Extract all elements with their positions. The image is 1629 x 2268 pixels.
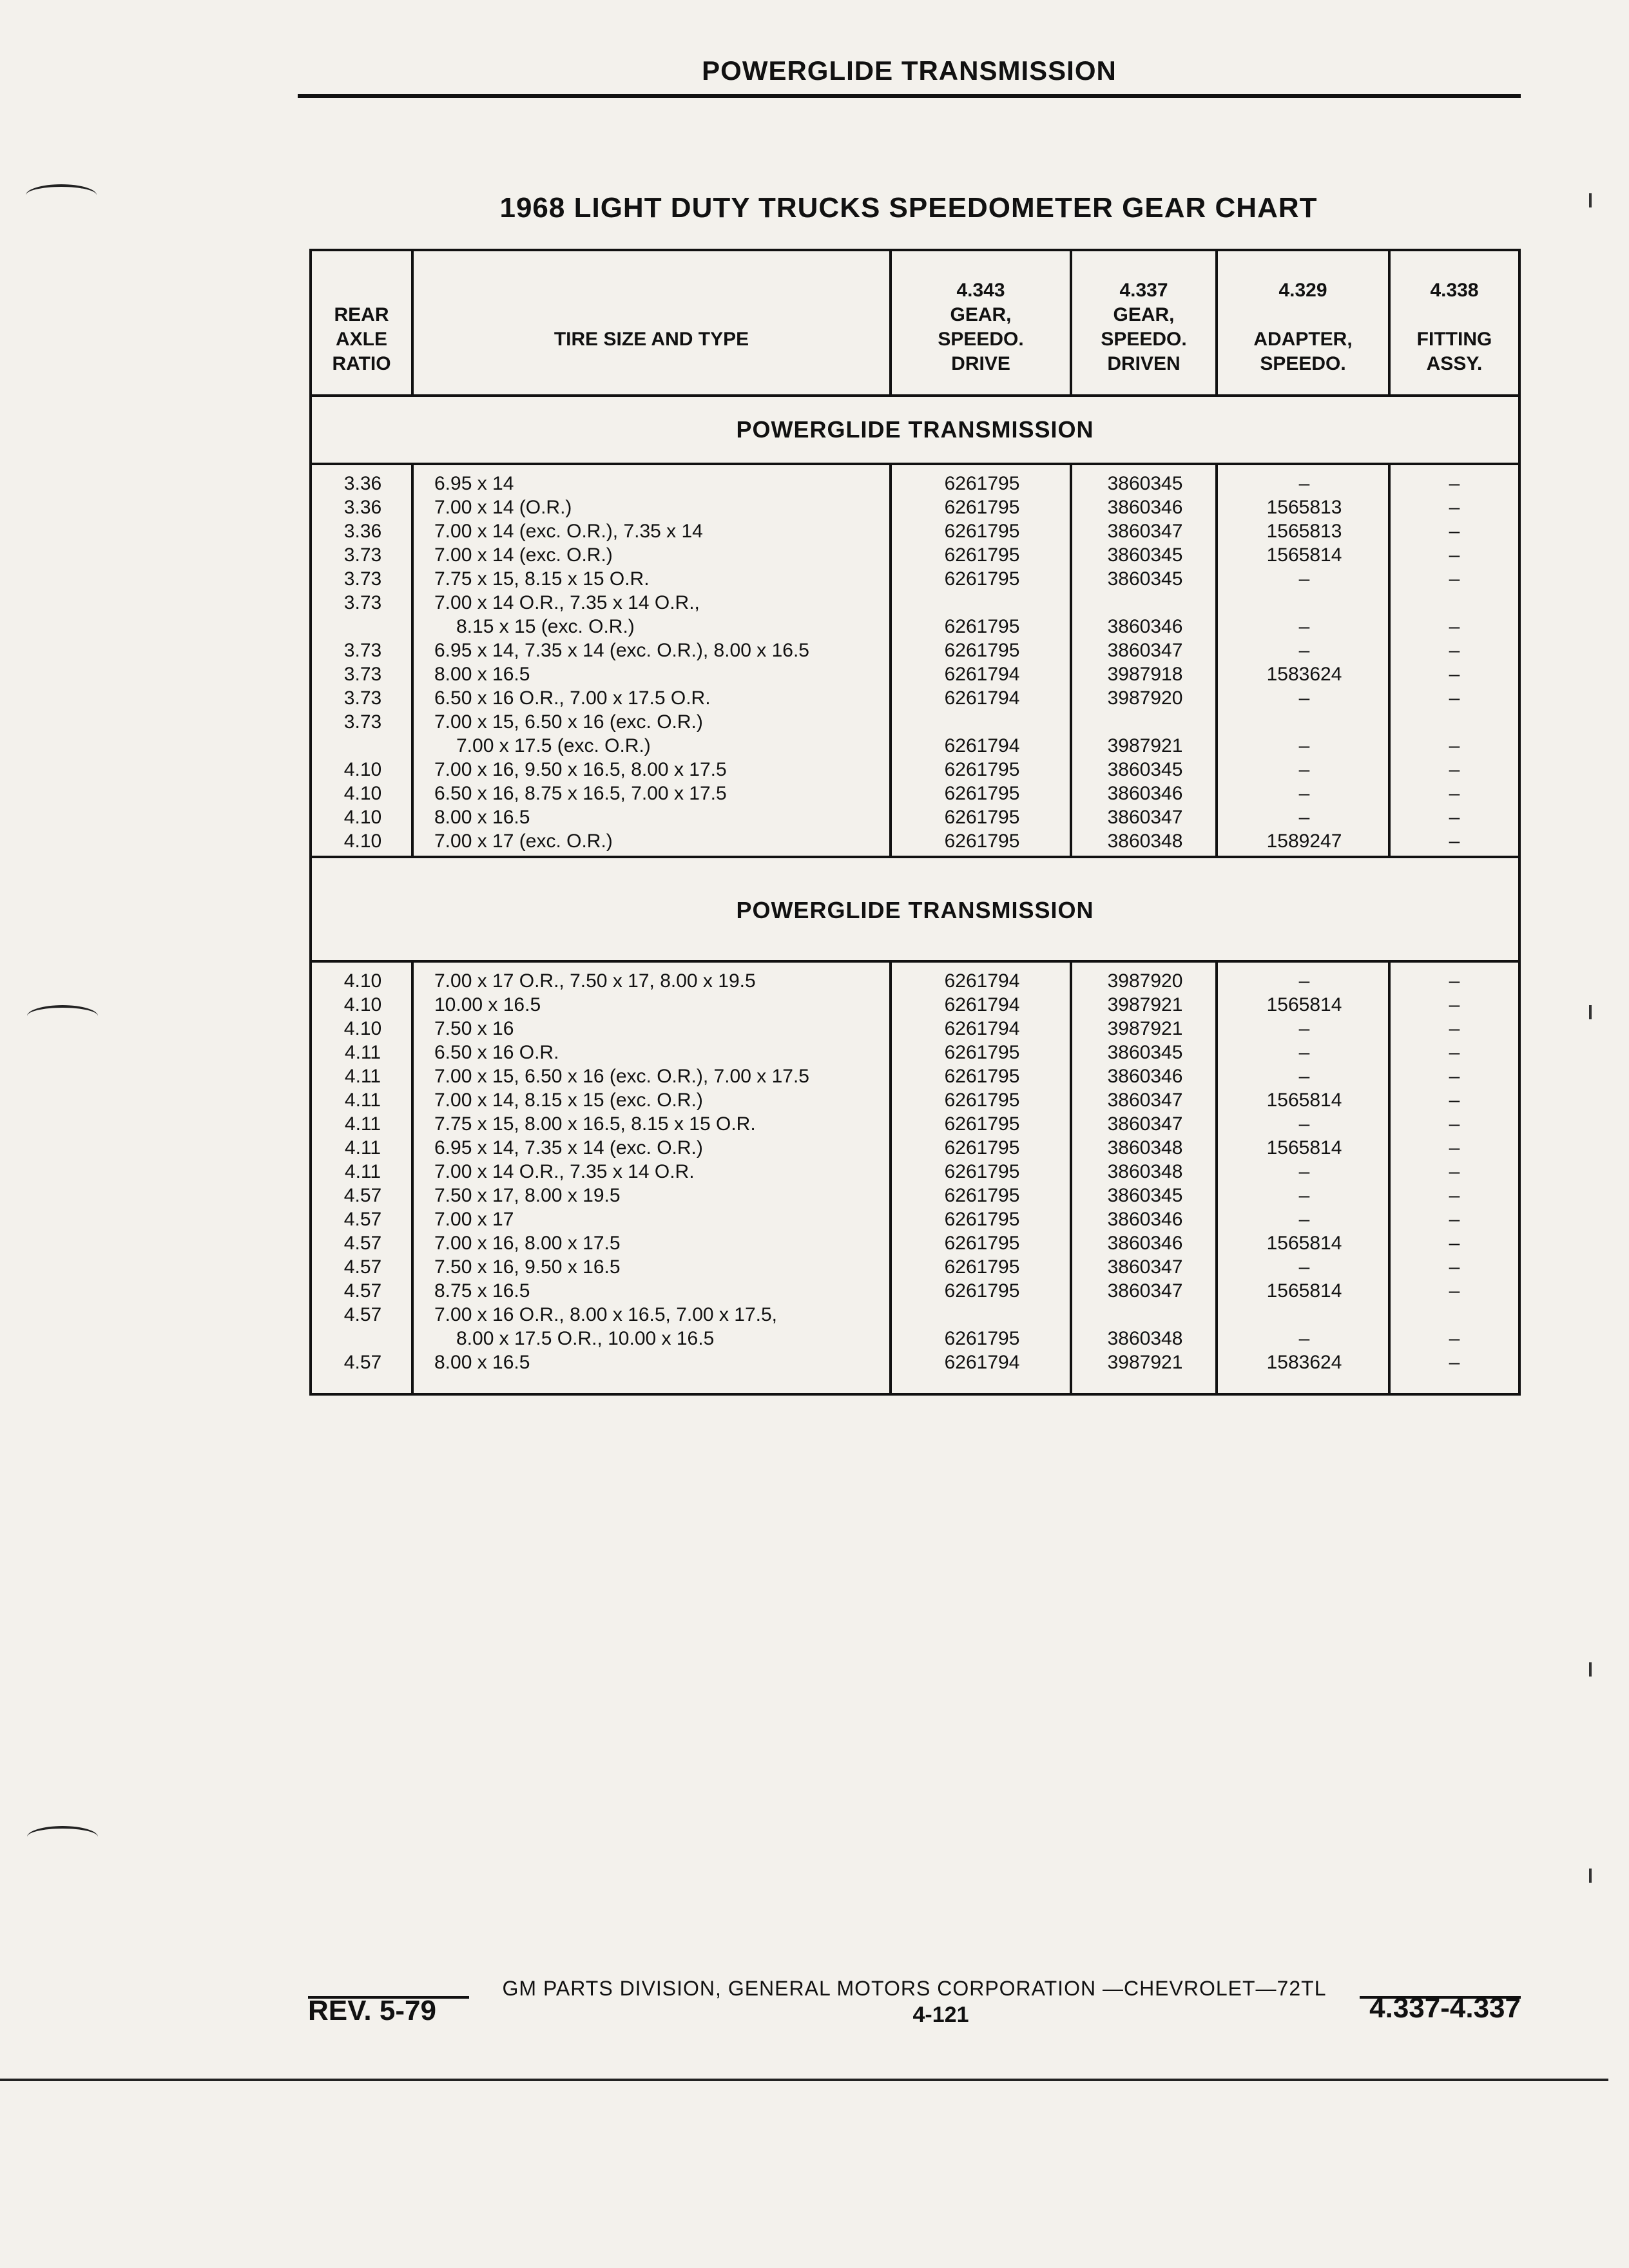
page-header: POWERGLIDE TRANSMISSION: [702, 55, 1117, 86]
table-row: [312, 567, 1518, 591]
drive-gear-cell: 6261795: [944, 1161, 1020, 1182]
fitting-cell: –: [1449, 544, 1460, 566]
adapter-cell: –: [1298, 640, 1310, 661]
table-row: [312, 1112, 1518, 1136]
driven-gear-cell: 3860347: [1107, 1113, 1183, 1135]
drive-gear-cell: 6261795: [944, 1042, 1020, 1063]
table-row: [312, 495, 1518, 519]
adapter-cell: 1565813: [1266, 521, 1342, 542]
fitting-cell: –: [1449, 521, 1460, 542]
ratio-cell: 4.11: [344, 1161, 381, 1182]
col-head-line: 4.337: [1119, 280, 1168, 301]
scan-mark: [1589, 1662, 1592, 1677]
ratio-cell: 4.57: [343, 1233, 382, 1254]
fitting-cell: –: [1449, 1352, 1460, 1373]
adapter-cell: 1565814: [1266, 544, 1342, 566]
drive-gear-cell: 6261794: [944, 994, 1020, 1015]
fitting-cell: –: [1449, 783, 1460, 804]
table-row: [312, 1136, 1518, 1160]
drive-gear-cell: 6261794: [944, 664, 1020, 685]
drive-gear-cell: 6261795: [944, 1233, 1020, 1254]
ratio-cell: 4.57: [343, 1280, 382, 1302]
drive-gear-cell: 6261795: [944, 1066, 1020, 1087]
table-row: [312, 1279, 1518, 1303]
revision-label: REV. 5-79: [308, 1995, 436, 2026]
tire-cell: 7.00 x 16 O.R., 8.00 x 16.5, 7.00 x 17.5,: [434, 1304, 778, 1325]
drive-gear-cell: 6261795: [944, 568, 1020, 590]
ratio-cell: 4.11: [344, 1113, 381, 1135]
col-head-line: ADAPTER,: [1253, 329, 1353, 350]
driven-gear-cell: 3860348: [1107, 831, 1183, 852]
drive-gear-cell: 6261795: [944, 807, 1020, 828]
table-row: [312, 472, 1518, 495]
col-head-fitting: [1391, 251, 1518, 394]
col-head-line: TIRE SIZE AND TYPE: [554, 329, 749, 350]
tire-cell: 8.00 x 16.5: [434, 664, 530, 685]
drive-gear-cell: 6261795: [944, 1328, 1020, 1349]
adapter-cell: –: [1298, 687, 1310, 709]
tire-cell: 7.00 x 15, 6.50 x 16 (exc. O.R.): [434, 711, 703, 733]
driven-gear-cell: 3860348: [1107, 1137, 1183, 1158]
col-head-line: FITTING: [1416, 329, 1492, 350]
driven-gear-cell: 3987920: [1107, 687, 1183, 709]
ratio-cell: 4.57: [343, 1304, 382, 1325]
fitting-cell: –: [1449, 1328, 1460, 1349]
driven-gear-cell: 3860347: [1107, 807, 1183, 828]
binder-mark: [27, 1005, 98, 1027]
binder-mark: [27, 1826, 98, 1848]
col-head-line: SPEEDO.: [1101, 329, 1187, 350]
ratio-cell: 4.57: [343, 1185, 382, 1206]
table-row: [312, 543, 1518, 567]
driven-gear-cell: 3987921: [1107, 994, 1183, 1015]
table-row: [312, 758, 1518, 782]
table-row: [312, 639, 1518, 662]
adapter-cell: –: [1298, 759, 1310, 780]
tire-cell: 7.00 x 16, 9.50 x 16.5, 8.00 x 17.5: [434, 759, 727, 780]
driven-gear-cell: 3860346: [1107, 497, 1183, 518]
ratio-cell: 4.57: [343, 1209, 382, 1230]
driven-gear-cell: 3860345: [1107, 473, 1183, 494]
ratio-cell: 4.11: [344, 1066, 381, 1087]
tire-cell: 7.00 x 14, 8.15 x 15 (exc. O.R.): [434, 1090, 703, 1111]
fitting-cell: –: [1449, 1256, 1460, 1278]
drive-gear-cell: 6261795: [944, 544, 1020, 566]
drive-gear-cell: 6261795: [944, 783, 1020, 804]
ratio-cell: 4.10: [343, 759, 382, 780]
drive-gear-cell: 6261795: [944, 1185, 1020, 1206]
table-row: [312, 662, 1518, 686]
binder-mark: [26, 184, 97, 206]
section-body: [312, 465, 1518, 858]
section-title: POWERGLIDE TRANSMISSION: [312, 858, 1518, 963]
driven-gear-cell: 3860346: [1107, 1233, 1183, 1254]
fitting-cell: –: [1449, 640, 1460, 661]
ratio-cell: 4.11: [344, 1137, 381, 1158]
ratio-cell: 3.73: [343, 592, 382, 613]
fitting-cell: –: [1449, 1161, 1460, 1182]
ratio-cell: 4.57: [343, 1256, 382, 1278]
table-row: [312, 591, 1518, 615]
tire-cell: 7.00 x 14 (O.R.): [434, 497, 572, 518]
fitting-cell: –: [1449, 1137, 1460, 1158]
section-code: 4.337-4.337: [1369, 1992, 1521, 2024]
table-row: [312, 1255, 1518, 1279]
page-number: 4-121: [912, 2003, 969, 2027]
col-head-line: ASSY.: [1426, 353, 1483, 374]
scan-mark: [1589, 1005, 1592, 1019]
adapter-cell: 1589247: [1266, 831, 1342, 852]
fitting-cell: –: [1449, 1113, 1460, 1135]
table-row: [312, 519, 1518, 543]
adapter-cell: –: [1298, 568, 1310, 590]
drive-gear-cell: 6261795: [944, 616, 1020, 637]
table-row: [312, 1207, 1518, 1231]
tire-cell: 6.95 x 14, 7.35 x 14 (exc. O.R.), 8.00 x 16.5: [434, 640, 809, 661]
drive-gear-cell: 6261795: [944, 1256, 1020, 1278]
fitting-cell: –: [1449, 994, 1460, 1015]
chart-title: 1968 LIGHT DUTY TRUCKS SPEEDOMETER GEAR CHART: [499, 192, 1318, 224]
drive-gear-cell: 6261794: [944, 687, 1020, 709]
driven-gear-cell: 3860346: [1107, 1209, 1183, 1230]
table-row: [312, 993, 1518, 1017]
col-head-driven: [1072, 251, 1218, 394]
fitting-cell: –: [1449, 687, 1460, 709]
ratio-cell: 4.10: [343, 783, 382, 804]
adapter-cell: –: [1298, 783, 1310, 804]
drive-gear-cell: 6261795: [944, 1113, 1020, 1135]
publisher-line: GM PARTS DIVISION, GENERAL MOTORS CORPORATION —CHEVROLET—72TL: [502, 1977, 1327, 2000]
adapter-cell: –: [1298, 735, 1310, 756]
adapter-cell: 1565814: [1266, 1233, 1342, 1254]
fitting-cell: –: [1449, 970, 1460, 992]
tire-cell: 7.00 x 17 (exc. O.R.): [434, 831, 613, 852]
driven-gear-cell: 3860348: [1107, 1328, 1183, 1349]
adapter-cell: –: [1298, 807, 1310, 828]
driven-gear-cell: 3987921: [1107, 1352, 1183, 1373]
driven-gear-cell: 3987921: [1107, 735, 1183, 756]
col-head-line: 4.343: [956, 280, 1005, 301]
tire-cell: 7.00 x 17.5 (exc. O.R.): [456, 735, 651, 756]
tire-cell: 7.00 x 17 O.R., 7.50 x 17, 8.00 x 19.5: [434, 970, 756, 992]
section-title: POWERGLIDE TRANSMISSION: [312, 394, 1518, 465]
ratio-cell: 3.73: [343, 640, 382, 661]
drive-gear-cell: 6261795: [944, 473, 1020, 494]
tire-cell: 7.00 x 14 (exc. O.R.): [434, 544, 613, 566]
adapter-cell: –: [1298, 1042, 1310, 1063]
drive-gear-cell: 6261795: [944, 521, 1020, 542]
driven-gear-cell: 3860347: [1107, 521, 1183, 542]
tire-cell: 7.75 x 15, 8.15 x 15 O.R.: [434, 568, 650, 590]
driven-gear-cell: 3860347: [1107, 640, 1183, 661]
col-head-tire: [414, 251, 892, 394]
adapter-cell: 1565814: [1266, 1137, 1342, 1158]
fitting-cell: –: [1449, 1066, 1460, 1087]
tire-cell: 6.50 x 16 O.R.: [434, 1042, 559, 1063]
driven-gear-cell: 3860346: [1107, 783, 1183, 804]
drive-gear-cell: 6261795: [944, 1090, 1020, 1111]
drive-gear-cell: 6261795: [944, 640, 1020, 661]
tire-cell: 8.00 x 16.5: [434, 807, 530, 828]
col-head-line: 4.338: [1430, 280, 1479, 301]
section-body: [312, 963, 1518, 1393]
table-row: [312, 969, 1518, 993]
fitting-cell: –: [1449, 1018, 1460, 1039]
fitting-cell: –: [1449, 735, 1460, 756]
tire-cell: 7.50 x 16, 9.50 x 16.5: [434, 1256, 621, 1278]
tire-cell: 7.00 x 17: [434, 1209, 514, 1230]
ratio-cell: 4.10: [343, 1018, 382, 1039]
ratio-cell: 3.73: [343, 711, 382, 733]
col-head-line: RATIO: [332, 353, 391, 374]
ratio-cell: 3.73: [343, 664, 382, 685]
bottom-rule: [0, 2079, 1608, 2081]
col-head-line: DRIVE: [951, 353, 1010, 374]
col-head-line: SPEEDO.: [1260, 353, 1346, 374]
adapter-cell: –: [1298, 970, 1310, 992]
adapter-cell: 1565814: [1266, 1090, 1342, 1111]
table-row: [312, 1350, 1518, 1374]
ratio-cell: 4.10: [343, 807, 382, 828]
scan-mark: [1589, 193, 1592, 207]
drive-gear-cell: 6261795: [944, 1209, 1020, 1230]
drive-gear-cell: 6261794: [944, 970, 1020, 992]
table-row: [312, 1184, 1518, 1207]
ratio-cell: 3.73: [343, 544, 382, 566]
adapter-cell: –: [1298, 473, 1310, 494]
drive-gear-cell: 6261794: [944, 735, 1020, 756]
driven-gear-cell: 3860345: [1107, 759, 1183, 780]
fitting-cell: –: [1449, 664, 1460, 685]
table-row: [312, 1303, 1518, 1327]
adapter-cell: –: [1298, 1161, 1310, 1182]
drive-gear-cell: 6261795: [944, 759, 1020, 780]
driven-gear-cell: 3860347: [1107, 1256, 1183, 1278]
driven-gear-cell: 3987920: [1107, 970, 1183, 992]
ratio-cell: 3.36: [343, 521, 382, 542]
adapter-cell: 1565813: [1266, 497, 1342, 518]
fitting-cell: –: [1449, 1280, 1460, 1302]
table-row: [312, 686, 1518, 710]
tire-cell: 10.00 x 16.5: [434, 994, 541, 1015]
col-head-line: SPEEDO.: [938, 329, 1024, 350]
driven-gear-cell: 3987921: [1107, 1018, 1183, 1039]
tire-cell: 6.95 x 14, 7.35 x 14 (exc. O.R.): [434, 1137, 703, 1158]
tire-cell: 6.50 x 16 O.R., 7.00 x 17.5 O.R.: [434, 687, 711, 709]
col-head-line: 4.329: [1278, 280, 1327, 301]
driven-gear-cell: 3860345: [1107, 1185, 1183, 1206]
table-row: [312, 1160, 1518, 1184]
fitting-cell: –: [1449, 1185, 1460, 1206]
table-row: [312, 805, 1518, 829]
driven-gear-cell: 3860345: [1107, 568, 1183, 590]
col-head-line: AXLE: [335, 329, 387, 350]
tire-cell: 7.00 x 15, 6.50 x 16 (exc. O.R.), 7.00 x 17.5: [434, 1066, 809, 1087]
tire-cell: 8.15 x 15 (exc. O.R.): [456, 616, 635, 637]
ratio-cell: 4.57: [343, 1352, 382, 1373]
col-head-drive: [892, 251, 1072, 394]
fitting-cell: –: [1449, 1042, 1460, 1063]
tire-cell: 8.00 x 16.5: [434, 1352, 530, 1373]
ratio-cell: 4.10: [343, 970, 382, 992]
driven-gear-cell: 3860347: [1107, 1280, 1183, 1302]
adapter-cell: 1583624: [1266, 1352, 1342, 1373]
tire-cell: 7.00 x 14 O.R., 7.35 x 14 O.R.: [434, 1161, 695, 1182]
table-row: [312, 1017, 1518, 1041]
adapter-cell: –: [1298, 1209, 1310, 1230]
tire-cell: 8.75 x 16.5: [434, 1280, 530, 1302]
fitting-cell: –: [1449, 1209, 1460, 1230]
column-header-row: [312, 251, 1518, 397]
tire-cell: 7.75 x 15, 8.00 x 16.5, 8.15 x 15 O.R.: [434, 1113, 756, 1135]
driven-gear-cell: 3860346: [1107, 1066, 1183, 1087]
col-head-line: GEAR,: [950, 304, 1012, 325]
header-rule: [298, 94, 1521, 98]
table-row: [312, 1231, 1518, 1255]
fitting-cell: –: [1449, 1090, 1460, 1111]
tire-cell: 6.95 x 14: [434, 473, 514, 494]
adapter-cell: –: [1298, 1185, 1310, 1206]
table-row: [312, 782, 1518, 805]
driven-gear-cell: 3860348: [1107, 1161, 1183, 1182]
fitting-cell: –: [1449, 1233, 1460, 1254]
ratio-cell: 3.73: [343, 568, 382, 590]
adapter-cell: –: [1298, 1113, 1310, 1135]
fitting-cell: –: [1449, 759, 1460, 780]
adapter-cell: 1565814: [1266, 1280, 1342, 1302]
ratio-cell: 4.11: [344, 1090, 381, 1111]
tire-cell: 8.00 x 17.5 O.R., 10.00 x 16.5: [456, 1328, 715, 1349]
drive-gear-cell: 6261794: [944, 1018, 1020, 1039]
adapter-cell: –: [1298, 1018, 1310, 1039]
fitting-cell: –: [1449, 497, 1460, 518]
driven-gear-cell: 3860345: [1107, 1042, 1183, 1063]
table-row: [312, 710, 1518, 734]
col-head-line: DRIVEN: [1107, 353, 1181, 374]
driven-gear-cell: 3987918: [1107, 664, 1183, 685]
driven-gear-cell: 3860346: [1107, 616, 1183, 637]
tire-cell: 7.00 x 14 O.R., 7.35 x 14 O.R.,: [434, 592, 700, 613]
table-row: [312, 1041, 1518, 1064]
col-head-line: REAR: [334, 304, 389, 325]
fitting-cell: –: [1449, 831, 1460, 852]
tire-cell: 7.00 x 16, 8.00 x 17.5: [434, 1233, 621, 1254]
adapter-cell: –: [1298, 1256, 1310, 1278]
adapter-cell: 1583624: [1266, 664, 1342, 685]
drive-gear-cell: 6261795: [944, 1137, 1020, 1158]
fitting-cell: –: [1449, 616, 1460, 637]
col-head-line: GEAR,: [1113, 304, 1175, 325]
ratio-cell: 3.36: [343, 473, 382, 494]
drive-gear-cell: 6261794: [944, 1352, 1020, 1373]
table-row: [312, 1327, 1518, 1350]
ratio-cell: 3.73: [343, 687, 382, 709]
drive-gear-cell: 6261795: [944, 831, 1020, 852]
col-head-adapter: [1218, 251, 1391, 394]
speedometer-gear-table: [309, 249, 1521, 1396]
drive-gear-cell: 6261795: [944, 497, 1020, 518]
table-row: [312, 1088, 1518, 1112]
table-row: [312, 734, 1518, 758]
table-row: [312, 615, 1518, 639]
ratio-cell: 4.11: [344, 1042, 381, 1063]
adapter-cell: –: [1298, 1066, 1310, 1087]
fitting-cell: –: [1449, 807, 1460, 828]
scan-mark: [1589, 1869, 1592, 1883]
tire-cell: 7.50 x 17, 8.00 x 19.5: [434, 1185, 621, 1206]
fitting-cell: –: [1449, 473, 1460, 494]
table-row: [312, 1064, 1518, 1088]
tire-cell: 7.50 x 16: [434, 1018, 514, 1039]
adapter-cell: –: [1298, 616, 1310, 637]
adapter-cell: 1565814: [1266, 994, 1342, 1015]
adapter-cell: –: [1298, 1328, 1310, 1349]
col-head-ratio: [312, 251, 414, 394]
ratio-cell: 3.36: [343, 497, 382, 518]
fitting-cell: –: [1449, 568, 1460, 590]
table-row: [312, 829, 1518, 853]
driven-gear-cell: 3860345: [1107, 544, 1183, 566]
drive-gear-cell: 6261795: [944, 1280, 1020, 1302]
driven-gear-cell: 3860347: [1107, 1090, 1183, 1111]
ratio-cell: 4.10: [343, 994, 382, 1015]
tire-cell: 6.50 x 16, 8.75 x 16.5, 7.00 x 17.5: [434, 783, 727, 804]
ratio-cell: 4.10: [343, 831, 382, 852]
tire-cell: 7.00 x 14 (exc. O.R.), 7.35 x 14: [434, 521, 703, 542]
